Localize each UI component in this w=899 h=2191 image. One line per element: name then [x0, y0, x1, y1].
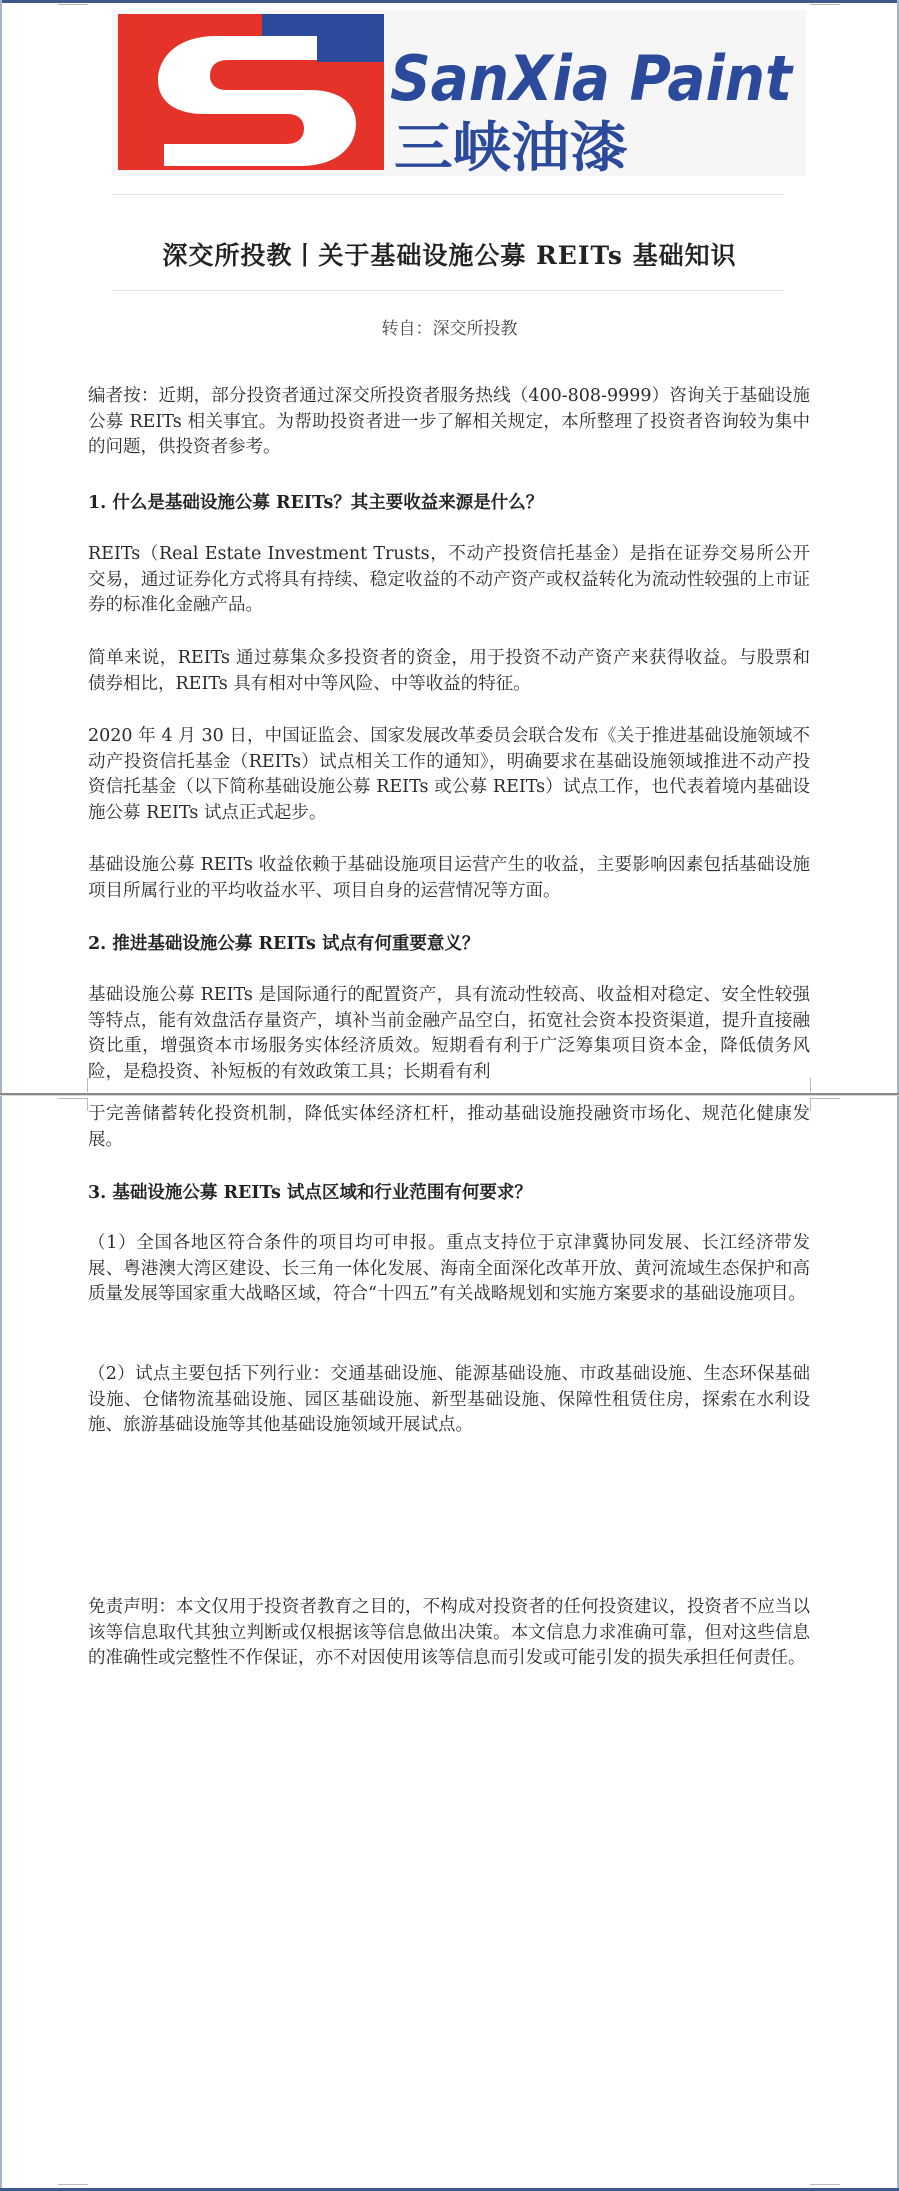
paragraph-continued: 于完善储蓄转化投资机制，降低实体经济杠杆，推动基础设施投融资市场化、规范化健康发展。 [88, 1104, 810, 1150]
section-heading-3: 3. 基础设施公募 REITs 试点区域和行业范围有何要求？ [88, 1183, 532, 1203]
window-top-border [0, 0, 899, 3]
disclaimer: 免责声明：本文仅用于投资者教育之目的，不构成对投资者的任何投资建议，投资者不应当以该等信息取代其独立判断或仅根据该等信息做出决策。本文信息力求准确可靠，但对这些信息的准确性或完整性不作保证，亦不对因使用该等信息而引发或可能引发的损失承担任何责任。 [88, 1597, 810, 1668]
paragraph: 2020 年 4 月 30 日，中国证监会、国家发展改革委员会联合发布《关于推进基础设施领域不动产投资信托基金（REITs）试点相关工作的通知》，明确要求在基础设施领域推进不动产投资信托基金（以下简称基础设施公募 REITs 或公募 REITs）试点工作，也代表着境内基础设施公募 REITs 试点正式起步。 [88, 726, 810, 823]
crop-mark [810, 1078, 811, 1092]
logo-brand-en: SanXia Paint [390, 42, 795, 115]
paragraph: （1）全国各地区符合条件的项目均可申报。重点支持位于京津冀协同发展、长江经济带发展、粤港澳大湾区建设、长三角一体化发展、海南全面深化改革开放、黄河流域生态保护和高质量发展等国家重大战略区域，符合“十四五”有关战略规划和实施方案要求的基础设施项目。 [88, 1233, 810, 1304]
intro-paragraph: 编者按：近期，部分投资者通过深交所投资者服务热线（400-808-9999）咨询关于基础设施公募 REITs 相关事宜。为帮助投资者进一步了解相关规定，本所整理了投资者咨询较为集中的问题，供投资者参考。 [88, 386, 810, 457]
crop-mark [810, 2184, 840, 2185]
logo-brand-cn: 三峡油漆 [394, 116, 628, 176]
crop-mark [810, 1098, 840, 1099]
divider [112, 194, 784, 195]
crop-mark [58, 2184, 88, 2185]
crop-mark [810, 4, 840, 5]
paragraph: 简单来说，REITs 通过募集众多投资者的资金，用于投资不动产资产来获得收益。与股票和债券相比，REITs 具有相对中等风险、中等收益的特征。 [88, 648, 810, 694]
divider [112, 290, 784, 291]
section-heading-1: 1. 什么是基础设施公募 REITs？其主要收益来源是什么？ [88, 493, 544, 513]
page-break-shadow [0, 1095, 899, 1096]
section-heading-2: 2. 推进基础设施公募 REITs 试点有何重要意义？ [88, 934, 480, 954]
crop-mark [810, 1099, 811, 1111]
article-source: 转自：深交所投教 [381, 319, 518, 339]
paragraph: REITs（Real Estate Investment Trusts，不动产投资信托基金）是指在证券交易所公开交易，通过证券化方式将具有持续、稳定收益的不动产资产或权益转化为流动性较强的上市证券的标准化金融产品。 [88, 544, 810, 615]
paragraph: 基础设施公募 REITs 收益依赖于基础设施项目运营产生的收益，主要影响因素包括基础设施项目所属行业的平均收益水平、项目自身的运营情况等方面。 [88, 855, 810, 901]
article-title: 深交所投教丨关于基础设施公募 REITs 基础知识 [162, 241, 737, 270]
sanxia-paint-logo [112, 10, 806, 176]
paragraph: （2）试点主要包括下列行业：交通基础设施、能源基础设施、市政基础设施、生态环保基础设施、仓储物流基础设施、园区基础设施、新型基础设施、保障性租赁住房，探索在水利设施、旅游基础设施等其他基础设施领域开展试点。 [88, 1364, 810, 1435]
crop-mark [58, 4, 88, 5]
paragraph: 基础设施公募 REITs 是国际通行的配置资产，具有流动性较高、收益相对稳定、安全性较强等特点，能有效盘活存量资产，填补当前金融产品空白，拓宽社会资本投资渠道，提升直接融资比重，增强资本市场服务实体经济质效。短期看有利于广泛筹集项目资本金，降低债务风险，是稳投资、补短板的有效政策工具；长期看有利 [88, 985, 810, 1082]
crop-mark [58, 1098, 88, 1099]
